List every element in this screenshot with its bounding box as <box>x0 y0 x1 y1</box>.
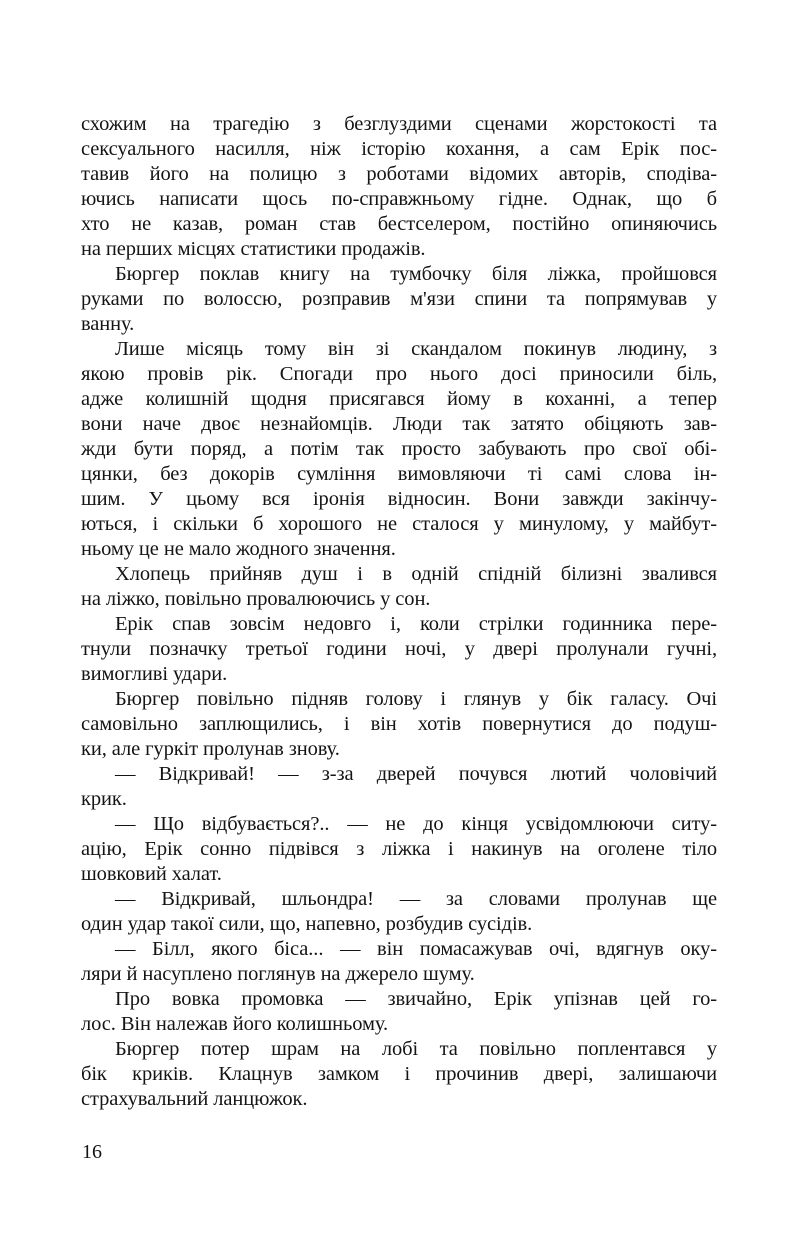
paragraph <box>81 112 717 262</box>
text-line: Лише місяць тому він зі скандалом покинув людину, з <box>115 338 717 360</box>
text-line: Бюргер потер шрам на лобі та повільно поплентався у <box>115 1038 717 1060</box>
text-line: хто не казав, роман став бестселером, постійно опиняючись <box>81 213 717 235</box>
paragraph <box>81 887 717 937</box>
text-line: тавив його на полицю з роботами відомих авторів, сподіва- <box>81 163 717 185</box>
text-line: шим. У цьому вся іронія відносин. Вони завжди закінчу- <box>81 488 717 510</box>
text-line: крик. <box>81 788 127 810</box>
text-line: ньому це не мало жодного значення. <box>81 538 396 560</box>
paragraph <box>81 687 717 762</box>
paragraph <box>81 762 717 812</box>
text-line: страхувальний ланцюжок. <box>81 1088 308 1110</box>
text-line: ючись написати щось по-справжньому гідне. Однак, що б <box>81 188 717 210</box>
paragraph <box>81 987 717 1037</box>
text-line: ються, і скільки б хорошого не сталося у минулому, у майбут- <box>81 513 717 535</box>
text-line: бік криків. Клацнув замком і прочинив двері, залишаючи <box>81 1063 717 1085</box>
text-line: цянки, без докорів сумління вимовляючи ті самі слова ін- <box>81 463 717 485</box>
text-line: схожим на трагедію з безглуздими сценами жорстокості та <box>81 113 717 135</box>
text-line: на ліжко, повільно провалюючись у сон. <box>81 588 431 610</box>
text-line: — Відкривай! — з-за дверей почувся лютий чоловічий <box>115 763 717 785</box>
text-line: руками по волоссю, розправив м'язи спини та попрямував у <box>81 288 717 310</box>
text-line: Бюргер повільно підняв голову і глянув у бік галасу. Очі <box>115 688 717 710</box>
page-number: 16 <box>82 1141 102 1163</box>
text-line: один удар такої сили, що, напевно, розбудив сусідів. <box>81 913 533 935</box>
text-line: Бюргер поклав книгу на тумбочку біля ліжка, пройшовся <box>115 263 717 285</box>
paragraph <box>81 1037 717 1112</box>
text-line: — Білл, якого біса... — він помасажував очі, вдягнув оку- <box>115 938 717 960</box>
text-line: ацію, Ерік сонно підвівся з ліжка і накинув на оголене тіло <box>81 838 717 860</box>
text-line: Ерік спав зовсім недовго і, коли стрілки годинника пере- <box>115 613 717 635</box>
paragraph <box>81 812 717 887</box>
text-line: жди бути поряд, а потім так просто забувають про свої обі- <box>81 438 717 460</box>
text-line: на перших місцях статистики продажів. <box>81 238 426 260</box>
text-line: якою провів рік. Спогади про нього досі приносили біль, <box>81 363 717 385</box>
text-line: ки, але гуркіт пролунав знову. <box>81 738 340 760</box>
text-line: ванну. <box>81 313 135 335</box>
text-line: лос. Він належав його колишньому. <box>81 1013 389 1035</box>
text-line: — Відкривай, шльондра! — за словами пролунав ще <box>115 888 717 910</box>
text-line: адже колишній щодня присягався йому в коханні, а тепер <box>81 388 717 410</box>
text-block <box>81 112 717 1112</box>
text-line: Хлопець прийняв душ і в одній спідній білизні звалився <box>115 563 717 585</box>
paragraph <box>81 937 717 987</box>
text-line: вимогливі удари. <box>81 663 228 685</box>
text-line: сексуального насилля, ніж історію кохання, а сам Ерік пос- <box>81 138 717 160</box>
text-line: самовільно заплющились, і він хотів повернутися до подуш- <box>81 713 717 735</box>
paragraph <box>81 262 717 337</box>
text-line: — Що відбувається?.. — не до кінця усвідомлюючи ситу- <box>115 813 717 835</box>
paragraph <box>81 337 717 562</box>
paragraph <box>81 562 717 612</box>
text-line: Про вовка промовка — звичайно, Ерік упізнав цей го- <box>115 988 717 1010</box>
text-line: ляри й насуплено поглянув на джерело шуму. <box>81 963 475 985</box>
text-line: вони наче двоє незнайомців. Люди так затято обіцяють зав- <box>81 413 717 435</box>
text-line: шовковий халат. <box>81 863 222 885</box>
text-line: тнули позначку третьої години ночі, у двері пролунали гучні, <box>81 638 717 660</box>
paragraph <box>81 612 717 687</box>
